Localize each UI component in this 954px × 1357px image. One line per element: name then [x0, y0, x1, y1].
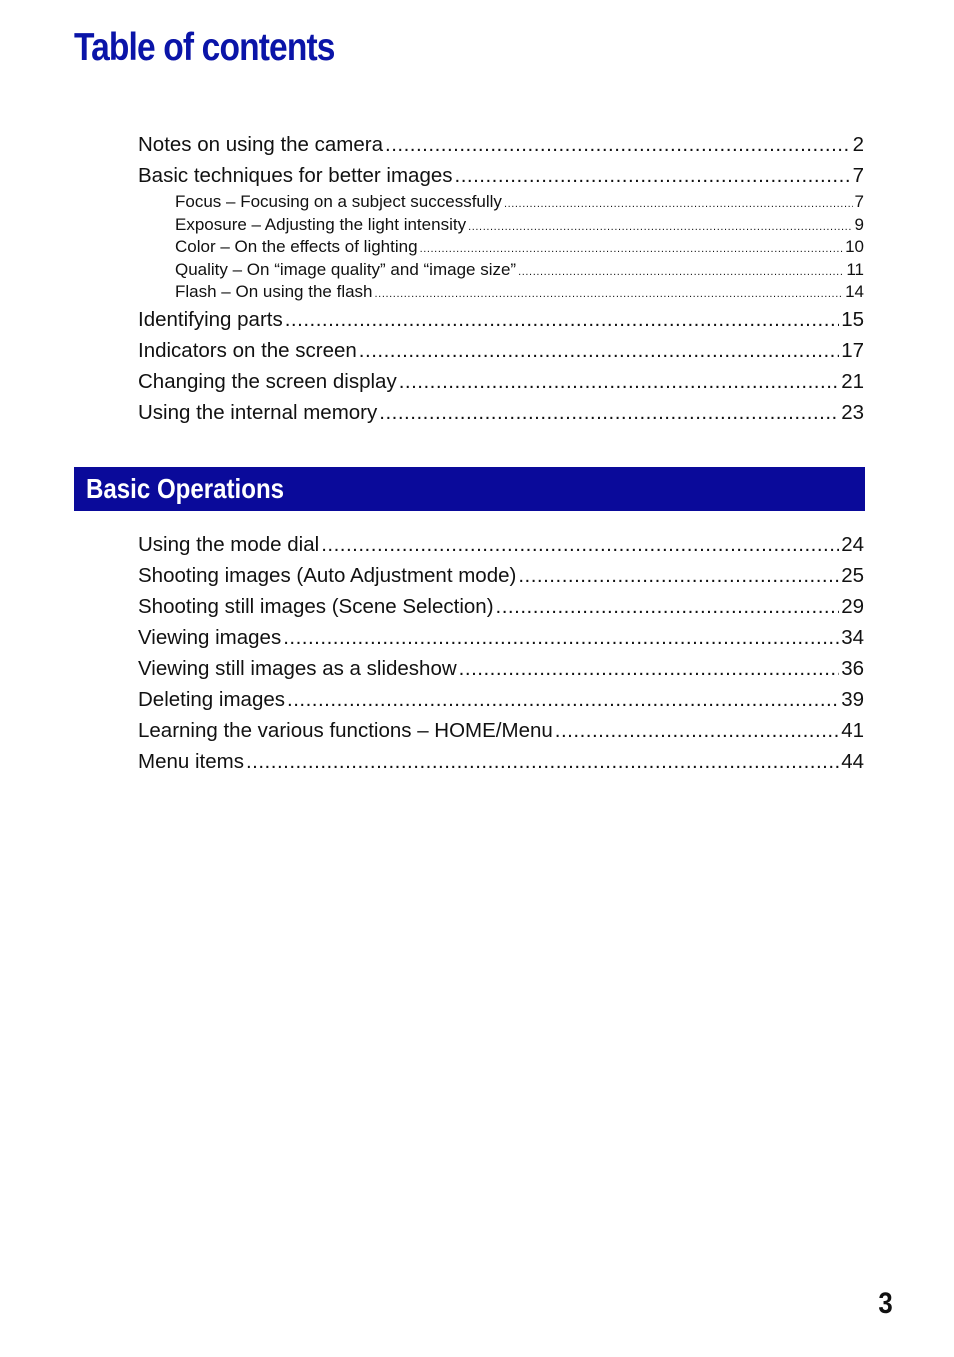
toc-entry-label: Shooting images (Auto Adjustment mode) [138, 564, 517, 587]
dot-leader [468, 216, 852, 237]
toc-subentry[interactable] [175, 236, 864, 259]
toc-page-number: 17 [841, 338, 864, 362]
toc-entry-label: Focus – Focusing on a subject successfully [175, 192, 502, 211]
toc-page-number: 21 [841, 369, 864, 393]
toc-entry-label: Identifying parts [138, 307, 283, 331]
dot-leader [283, 622, 839, 653]
section-heading: Basic Operations [86, 473, 285, 504]
dot-leader [420, 238, 844, 259]
toc-entry[interactable] [138, 366, 864, 397]
toc-entry-label: Flash – On using the flash [175, 282, 373, 301]
toc-entry-label: Using the internal memory [138, 400, 378, 424]
toc-entry[interactable] [138, 335, 864, 366]
toc-entry-label: Changing the screen display [138, 369, 397, 393]
toc-entry-label: Shooting still images (Scene Selection) [138, 595, 494, 618]
toc-page-number: 2 [852, 133, 864, 156]
toc-entry[interactable] [138, 397, 864, 428]
toc-entry[interactable] [138, 304, 864, 335]
toc-page-number: 14 [845, 282, 864, 301]
page-title: Table of contents [74, 26, 335, 69]
toc-entry-label: Color – On the effects of lighting [175, 237, 418, 256]
dot-leader [321, 529, 839, 560]
toc-page-number: 34 [841, 626, 864, 649]
toc-entry[interactable] [138, 715, 864, 746]
toc-entry-label: Viewing images [138, 626, 282, 649]
dot-leader [455, 160, 851, 191]
toc-page-number: 7 [854, 192, 864, 211]
toc-page-number: 25 [841, 564, 864, 587]
toc-entry-label: Menu items [138, 750, 244, 773]
toc-list-basic-operations [138, 529, 864, 777]
toc-entry[interactable] [138, 746, 864, 777]
toc-subentry[interactable] [175, 259, 864, 282]
dot-leader [379, 397, 839, 428]
toc-entry[interactable] [138, 129, 864, 160]
dot-leader [385, 129, 851, 160]
toc-entry-label: Deleting images [138, 688, 285, 711]
toc-subentry[interactable] [175, 214, 864, 237]
dot-leader [359, 335, 839, 366]
toc-entry[interactable] [138, 560, 864, 591]
toc-page-number: 11 [846, 259, 864, 279]
toc-subentry[interactable] [175, 281, 864, 304]
toc-list-intro [138, 129, 864, 428]
toc-page-number: 15 [841, 307, 864, 331]
toc-entry-label: Notes on using the camera [138, 133, 383, 156]
dot-leader [555, 715, 839, 746]
dot-leader [399, 366, 839, 397]
toc-entry-label: Using the mode dial [138, 533, 320, 556]
dot-leader [518, 261, 844, 282]
toc-entry[interactable] [138, 622, 864, 653]
toc-entry[interactable] [138, 529, 864, 560]
toc-entry[interactable] [138, 160, 864, 191]
toc-page-number: 24 [841, 533, 864, 556]
dot-leader [459, 653, 840, 684]
dot-leader [287, 684, 839, 715]
toc-entry-label: Quality – On “image quality” and “image size” [175, 259, 517, 279]
dot-leader [518, 560, 839, 591]
page-number: 3 [878, 1287, 893, 1320]
section-header-basic-operations [74, 467, 865, 511]
toc-entry-label: Learning the various functions – HOME/Menu [138, 719, 553, 742]
toc-page-number: 29 [841, 595, 864, 618]
toc-page-number: 44 [841, 750, 864, 773]
toc-page-number: 10 [845, 237, 864, 256]
toc-entry-label: Exposure – Adjusting the light intensity [175, 214, 467, 234]
toc-subentry[interactable] [175, 191, 864, 214]
toc-page-number: 36 [841, 657, 864, 680]
toc-entry-label: Indicators on the screen [138, 338, 357, 362]
toc-entry[interactable] [138, 684, 864, 715]
toc-entry[interactable] [138, 653, 864, 684]
toc-page-number: 7 [852, 164, 864, 187]
toc-page-number: 9 [854, 214, 864, 234]
toc-page-number: 39 [841, 688, 864, 711]
toc-entry-label: Basic techniques for better images [138, 164, 453, 187]
toc-page-number: 41 [841, 719, 864, 742]
dot-leader [504, 193, 853, 214]
dot-leader [496, 591, 840, 622]
toc-entry[interactable] [138, 591, 864, 622]
toc-entry-label: Viewing still images as a slideshow [138, 657, 457, 680]
dot-leader [375, 283, 844, 304]
dot-leader [285, 304, 839, 335]
dot-leader [246, 746, 839, 777]
toc-page-number: 23 [841, 400, 864, 424]
